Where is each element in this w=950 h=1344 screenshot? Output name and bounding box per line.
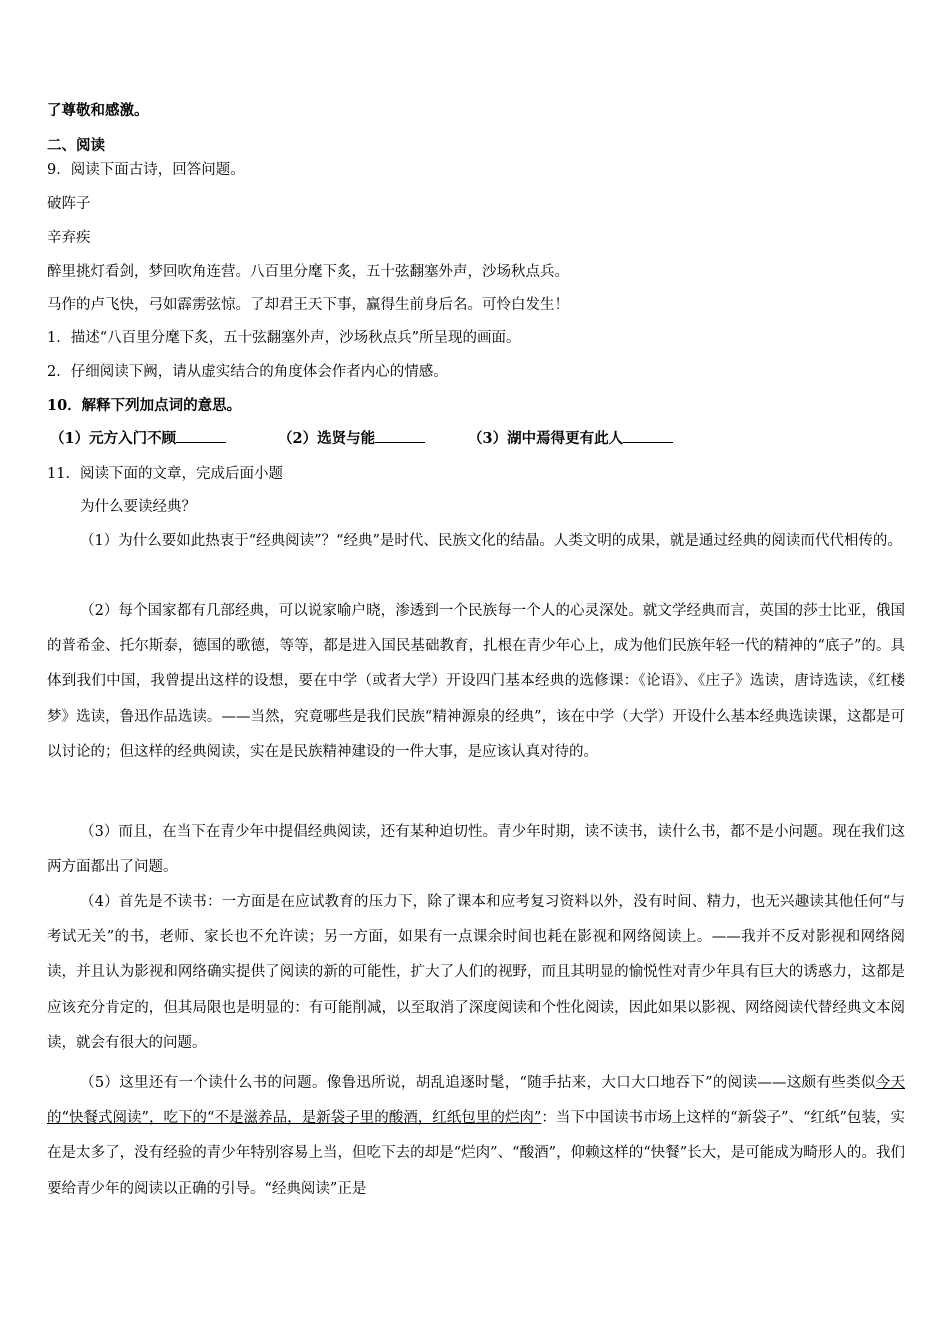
article-paragraph-1: （1）为什么要如此热衷于“经典阅读”？“经典”是时代、民族文化的结晶。人类文明的成果，就是通过经典的阅读而代代相传的。 xyxy=(80,533,902,549)
q9-sub-question-1: 1．描述“八百里分麾下炙，五十弦翻塞外声，沙场秋点兵”所呈现的画面。 xyxy=(47,330,521,346)
section-heading: 二、阅读 xyxy=(47,137,105,154)
article-title: 为什么要读经典？ xyxy=(80,499,196,515)
q10-item-3: （3）湖中焉得更有此人 xyxy=(468,430,624,447)
poem-author: 辛弃疾 xyxy=(47,230,91,246)
poem-line: 马作的卢飞快，弓如霹雳弦惊。了却君王天下事，赢得生前身后名。可怜白发生！ xyxy=(47,297,569,313)
continuation-line: 了尊敬和感激。 xyxy=(47,102,149,119)
q9-prompt: 9．阅读下面古诗，回答问题。 xyxy=(47,162,245,178)
article-paragraph-5 xyxy=(47,1066,905,1207)
answer-blank[interactable] xyxy=(375,428,425,443)
p5-text: （5）这里还有一个读什么书的问题。像鲁迅所说，胡乱追逐时髦，“随手拈来，大口大口地吞下”的阅读——这颇有些类似 xyxy=(80,1075,876,1091)
q10-prompt: 10．解释下列加点词的意思。 xyxy=(47,397,242,414)
answer-blank[interactable] xyxy=(623,428,673,443)
q9-sub-question-2: 2．仔细阅读下阙，请从虚实结合的角度体会作者内心的情感。 xyxy=(47,364,448,380)
poem-title: 破阵子 xyxy=(47,196,91,212)
q10-item-2: （2）选贤与能 xyxy=(278,430,376,447)
answer-blank[interactable] xyxy=(176,428,226,443)
p5-text: ：当下中国读书市场上这样的“新袋子”、“红纸”包装，实在是太多了，没有经验的青少年特别容易上当，但吃下去的却是“烂肉”、“酸酒”，仰赖这样的“快餐”长大，是可能成为畸形人的。我们要给青少年的阅读以正确的引导。“经典阅读”正是 xyxy=(47,1110,905,1197)
article-paragraph-2: （2）每个国家都有几部经典，可以说家喻户晓，渗透到一个民族每一个人的心灵深处。就文学经典而言，英国的莎士比亚，俄国的普希金、托尔斯泰，德国的歌德，等等，都是进入国民基础教育，扎根在青少年心上，成为他们民族年轻一代的精神的“底子”的。具体到我们中国，我曾提出这样的设想，要在中学（或者大学）开设四门基本经典的选修课：《论语》、《庄子》选读，唐诗选读，《红楼梦》选读，鲁迅作品选读。——当然，究竟哪些是我们民族“精神源泉的经典”，该在中学（大学）开设什么基本经典选读课，这都是可以讨论的；但这样的经典阅读，实在是民族精神建设的一件大事，是应该认真对待的。 xyxy=(47,603,905,760)
article-paragraph-3: （3）而且，在当下在青少年中提倡经典阅读，还有某种迫切性。青少年时期，读不读书，读什么书，都不是小问题。现在我们这两方面都出了问题。 xyxy=(47,824,905,876)
poem-line: 醉里挑灯看剑，梦回吹角连营。八百里分麾下炙，五十弦翻塞外声，沙场秋点兵。 xyxy=(47,264,569,280)
article-paragraph-4: （4）首先是不读书：一方面是在应试教育的压力下，除了课本和应考复习资料以外，没有时间、精力，也无兴趣读其他任何“与考试无关”的书，老师、家长也不允许读；另一方面，如果有一点课余时间也耗在影视和网络阅读上。——我并不反对影视和网络阅读，并且认为影视和网络确实提供了阅读的新的可能性，扩大了人们的视野，而且其明显的愉悦性对青少年具有巨大的诱惑力，这都是应该充分肯定的，但其局限也是明显的：有可能削减，以至取消了深度阅读和个性化阅读，因此如果以影视、网络阅读代替经典文本阅读，就会有很大的问题。 xyxy=(47,894,905,1051)
q10-item-1: （1）元方入门不顾 xyxy=(50,430,177,447)
p5-underlined-text: 今天的“快餐式阅读”，吃下的“不是滋养品，是新袋子里的酸酒，红纸包里的烂肉” xyxy=(47,1075,906,1127)
q11-prompt: 11．阅读下面的文章，完成后面小题 xyxy=(47,466,283,482)
